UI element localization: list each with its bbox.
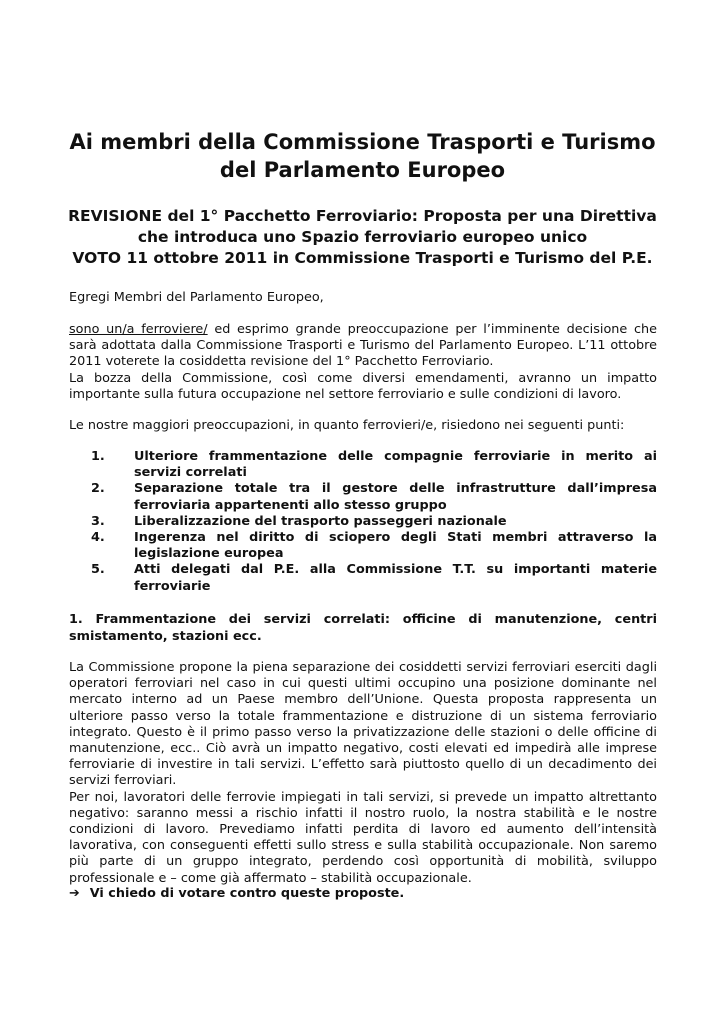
greeting: Egregi Membri del Parlamento Europeo,	[69, 290, 324, 305]
list-item	[69, 530, 657, 562]
section-paragraph-2: Per noi, lavoratori delle ferrovie impiegati in tali servizi, si prevede un impatto altrettanto negativo: saranno messi a rischio infatti il nostro ruolo, la nostra stabilità e le nostre condizioni di lavoro. Prevediamo infatti perdita di lavoro ed aumento dell’intensità lavorativa, con conseguenti effetti sullo stress e sulla stabilità occupazionale. Non saremo più parte di un gruppo integrato, perdendo così opportunità di mobilità, sviluppo professionale e – come già affermato – stabilità occupazionale.	[69, 789, 657, 886]
list-item-text: Liberalizzazione del trasporto passeggeri nazionale	[134, 513, 507, 529]
subtitle-line-2: che introduca uno Spazio ferroviario europeo unico	[137, 228, 588, 246]
section-heading: 1. Frammentazione dei servizi correlati: officine di manutenzione, centri smistamento, stazioni ecc.	[69, 612, 657, 644]
list-item-number: 4.	[91, 530, 105, 546]
vote-request-text: Vi chiedo di votare contro queste proposte.	[89, 886, 405, 901]
list-item-number: 5.	[91, 562, 105, 578]
intro-underlined-text: sono un/a ferroviere/	[69, 322, 208, 337]
subtitle-line-1: REVISIONE del 1° Pacchetto Ferroviario: Proposta per una Direttiva	[68, 207, 657, 225]
intro-text: ed esprimo grande preoccupazione per l’imminente decisione che sarà adottata dalla Commissione Trasporti e Turismo del Parlamento Europeo. L’11 ottobre 2011 voterete la cosiddetta revisione del 1° Pacchetto Ferroviario.	[69, 322, 657, 370]
title-line-1: Ai membri della Commissione Trasporti e Turismo	[69, 130, 656, 154]
concerns-list	[69, 449, 657, 595]
list-item-text: Separazione totale tra il gestore delle infrastrutture dall’impresa ferroviaria appartenenti allo stesso gruppo	[134, 481, 657, 513]
list-item-number: 1.	[91, 449, 105, 464]
intro-paragraph	[69, 322, 657, 403]
intro-second-text: La bozza della Commissione, così come diversi emendamenti, avranno un impatto importante sulla futura occupazione nel settore ferroviario e sulle condizioni di lavoro.	[69, 370, 657, 402]
concerns-intro: Le nostre maggiori preoccupazioni, in quanto ferrovieri/e, risiedono nei seguenti punti:	[69, 418, 625, 433]
list-item	[69, 514, 657, 530]
subtitle-line-3: VOTO 11 ottobre 2011 in Commissione Trasporti e Turismo del P.E.	[72, 249, 653, 267]
list-item-number: 2.	[91, 481, 105, 497]
vote-request	[69, 886, 657, 902]
list-item-text: Ulteriore frammentazione delle compagnie ferroviarie in merito ai servizi correlati	[134, 449, 657, 481]
list-item	[69, 449, 657, 481]
right-arrow-icon: ➔	[69, 886, 80, 901]
section-paragraphs	[69, 660, 657, 887]
list-item-number: 3.	[91, 513, 105, 529]
list-item-text: Atti delegati dal P.E. alla Commissione T.T. su importanti materie ferroviarie	[134, 562, 657, 594]
list-item	[69, 562, 657, 594]
document-subtitle	[60, 206, 665, 269]
list-item	[69, 481, 657, 513]
section-paragraph-1: La Commissione propone la piena separazione dei cosiddetti servizi ferroviari eserciti dagli operatori ferroviari nel caso in cui questi ultimi occupino una posizione dominante nel mercato interno ad un Paese membro dell’Unione. Questa proposta rappresenta un ulteriore passo verso la totale frammentazione e distruzione di un sistema ferroviario integrato. Questo è il primo passo verso la privatizzazione delle stazioni o delle officine di manutenzione, ecc.. Ciò avrà un impatto negativo, costi elevati ed impedirà alle imprese ferroviarie di investire in tali servizi. L’effetto sarà piuttosto quello di un decadimento dei servizi ferroviari.	[69, 660, 657, 789]
title-line-2: del Parlamento Europeo	[219, 158, 506, 182]
list-item-text: Ingerenza nel diritto di sciopero degli Stati membri attraverso la legislazione europea	[134, 530, 657, 562]
document-title	[60, 128, 665, 184]
